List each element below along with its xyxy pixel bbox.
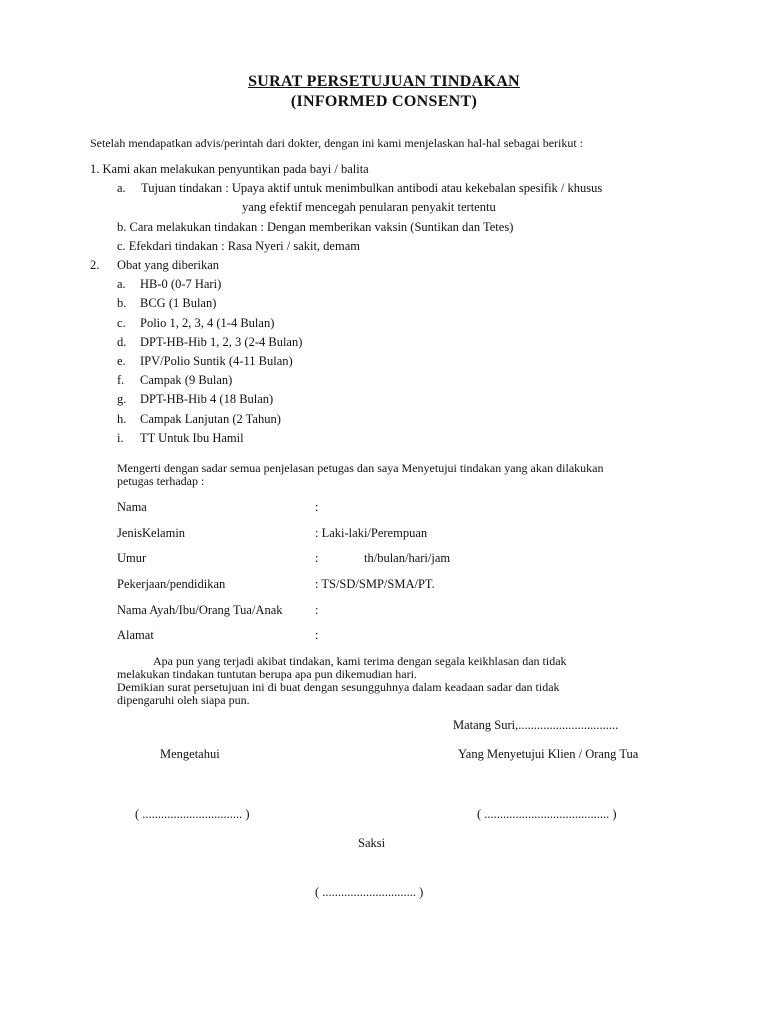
list-item-marker: i.	[117, 431, 124, 445]
list-item-marker: a.	[117, 277, 126, 291]
field-value-nama: :	[315, 500, 319, 514]
signature-right-label: Yang Menyetujui Klien / Orang Tua	[458, 747, 639, 761]
list-item-marker: c.	[117, 316, 126, 330]
agreement-text: Mengerti dengan sadar semua penjelasan petugas dan saya Menyetujui tindakan yang akan dilakukan	[117, 461, 604, 475]
list-item-marker: e.	[117, 354, 126, 368]
section-1-a-text: Tujuan tindakan : Upaya aktif untuk menimbulkan antibodi atau kekebalan spesifik / khusus	[141, 181, 603, 195]
list-item: IPV/Polio Suntik (4-11 Bulan)	[140, 354, 293, 368]
field-label-nama: Nama	[117, 500, 147, 514]
field-value-nama-orang-tua: :	[315, 603, 319, 617]
list-item: Polio 1, 2, 3, 4 (1-4 Bulan)	[140, 316, 275, 330]
field-label-alamat: Alamat	[117, 628, 154, 642]
section-2-marker: 2.	[90, 258, 100, 272]
signature-left-line: ( ................................ )	[135, 807, 250, 821]
section-1-a-marker: a.	[117, 181, 126, 195]
field-label-jenis-kelamin: JenisKelamin	[117, 526, 186, 540]
list-item: DPT-HB-Hib 1, 2, 3 (2-4 Bulan)	[140, 335, 303, 349]
list-item: BCG (1 Bulan)	[140, 296, 217, 310]
closing-text-2: melakukan tindakan tuntutan berupa apa pun dikemudian hari.	[117, 667, 417, 681]
agreement-text-cont: petugas terhadap :	[117, 474, 205, 488]
section-1-c-text: c. Efekdari tindakan : Rasa Nyeri / sakit, demam	[117, 239, 360, 253]
field-value-pekerjaan: : TS/SD/SMP/SMA/PT.	[315, 577, 435, 591]
list-item: Campak Lanjutan (2 Tahun)	[140, 412, 281, 426]
field-label-umur: Umur	[117, 551, 147, 565]
list-item-marker: b.	[117, 296, 127, 310]
witness-label: Saksi	[358, 836, 386, 850]
document-title: SURAT PERSETUJUAN TINDAKAN	[248, 73, 520, 90]
section-1-heading: 1. Kami akan melakukan penyuntikan pada bayi / balita	[90, 162, 369, 176]
closing-text-1: Apa pun yang terjadi akibat tindakan, kami terima dengan segala keikhlasan dan tidak	[153, 654, 567, 668]
list-item: Campak (9 Bulan)	[140, 373, 233, 387]
section-2-heading: Obat yang diberikan	[117, 258, 220, 272]
list-item-marker: g.	[117, 392, 127, 406]
section-1-b-text: b. Cara melakukan tindakan : Dengan memberikan vaksin (Suntikan dan Tetes)	[117, 220, 514, 234]
signature-left-label: Mengetahui	[160, 747, 220, 761]
field-value-alamat: :	[315, 628, 319, 642]
field-value-jenis-kelamin: : Laki-laki/Perempuan	[315, 526, 428, 540]
list-item-marker: d.	[117, 335, 127, 349]
section-1-a-continuation: yang efektif mencegah penularan penyakit tertentu	[242, 200, 496, 214]
field-value-umur-units: th/bulan/hari/jam	[364, 551, 451, 565]
list-item: HB-0 (0-7 Hari)	[140, 277, 222, 291]
closing-text-3: Demikian surat persetujuan ini di buat dengan sesungguhnya dalam keadaan sadar dan tidak	[117, 680, 560, 694]
closing-text-4: dipengaruhi oleh siapa pun.	[117, 693, 250, 707]
list-item: DPT-HB-Hib 4 (18 Bulan)	[140, 392, 274, 406]
witness-signature-line: ( .............................. )	[315, 885, 424, 899]
document-subtitle: (INFORMED CONSENT)	[290, 93, 478, 110]
place-date: Matang Suri,................................	[453, 718, 619, 732]
list-item: TT Untuk Ibu Hamil	[140, 431, 244, 445]
intro-text: Setelah mendapatkan advis/perintah dari dokter, dengan ini kami menjelaskan hal-hal sebagai berikut :	[90, 136, 584, 150]
field-value-umur: :	[315, 551, 319, 565]
field-label-nama-orang-tua: Nama Ayah/Ibu/Orang Tua/Anak	[117, 603, 283, 617]
signature-right-line: ( ........................................ )	[477, 807, 617, 821]
list-item-marker: h.	[117, 412, 127, 426]
field-label-pekerjaan: Pekerjaan/pendidikan	[117, 577, 226, 591]
list-item-marker: f.	[117, 373, 125, 387]
